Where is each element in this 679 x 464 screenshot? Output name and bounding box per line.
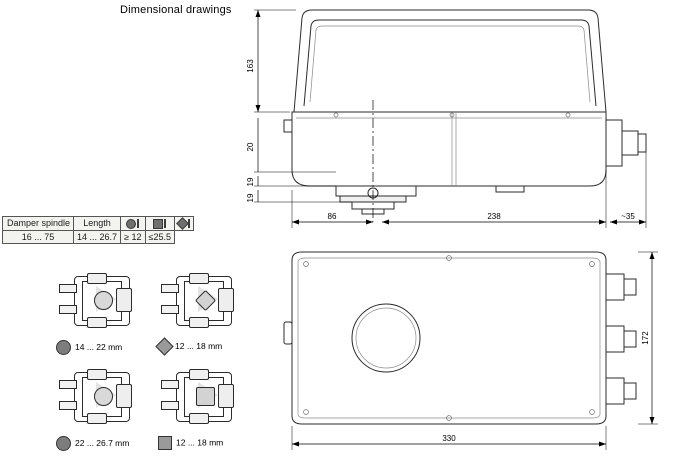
legend-round-14-22: [56, 340, 122, 355]
dim-side-height: 163: [246, 59, 255, 73]
cell-spindle-range: 16 ... 75: [3, 230, 74, 243]
top-view-drawing: [240, 248, 679, 462]
clamp-screw-bottom: [189, 413, 209, 424]
spindle-hole-round: [94, 291, 113, 310]
clamp-bolt-top: [161, 284, 179, 293]
clamp-figure-round-14-22: [56, 272, 148, 330]
clamp-screw-bottom: [189, 317, 209, 328]
legend-label: 12 ... 18 mm: [175, 340, 223, 351]
clamp-cap: [218, 288, 234, 312]
clamp-figure-round-22-26: [56, 368, 148, 426]
legend-square-12-18: [158, 436, 223, 450]
table-row: [3, 230, 194, 243]
clamp-screw-bottom: [87, 413, 107, 424]
table-header-circle: [121, 217, 145, 231]
clamp-cap: [218, 384, 234, 408]
legend-round-22-26: [56, 436, 129, 451]
clamp-figure-diamond-12-18: [158, 272, 250, 330]
clamp-bolt-top: [161, 380, 179, 389]
clamp-cap: [116, 288, 132, 312]
table-header-diamond: [174, 217, 193, 231]
cell-length-range: 14 ... 26.7: [74, 230, 121, 243]
circle-icon: [126, 219, 136, 229]
side-view-drawing: [240, 0, 679, 245]
spindle-hole-round: [94, 387, 113, 406]
clamp-screw-top: [189, 369, 209, 380]
clamp-bolt-bottom: [59, 305, 77, 314]
square-icon: [153, 219, 163, 229]
legend-diamond-12-18: [158, 340, 222, 353]
clamp-bolt-bottom: [59, 401, 77, 410]
square-icon: [158, 436, 172, 450]
diamond-icon: [176, 218, 189, 231]
dim-top-height: 172: [641, 331, 650, 345]
table-header-length: Length: [74, 217, 121, 231]
damper-spindle-table: [2, 216, 194, 244]
clamp-bolt-bottom: [161, 305, 179, 314]
legend-label: 12 ... 18 mm: [176, 437, 224, 448]
legend-label: 14 ... 22 mm: [75, 341, 123, 352]
circle-icon: [56, 436, 71, 451]
clamp-screw-top: [87, 369, 107, 380]
table-header-square: [145, 217, 174, 231]
dim-top-width: 330: [442, 434, 456, 443]
dim-side-sub3: 19: [246, 193, 255, 203]
dim-length-238: 238: [487, 212, 501, 221]
clamp-bolt-top: [59, 284, 77, 293]
dim-length-86: 86: [327, 212, 337, 221]
dim-side-sub1: 20: [246, 142, 255, 152]
cell-diamond-value: ≤25.5: [145, 230, 174, 243]
diamond-icon: [155, 337, 173, 355]
bar-icon: [137, 219, 139, 228]
clamp-cap: [116, 384, 132, 408]
table-header-row: [3, 217, 194, 231]
circle-icon: [56, 340, 71, 355]
bar-icon: [164, 219, 166, 228]
table-header-damper-spindle: Damper spindle: [3, 217, 74, 231]
clamp-screw-top: [189, 273, 209, 284]
page-title: Dimensional drawings: [120, 4, 232, 16]
spindle-hole-square: [196, 387, 215, 406]
clamp-figure-square-12-18: [158, 368, 250, 426]
clamp-bolt-bottom: [161, 401, 179, 410]
legend-label: 22 ... 26.7 mm: [75, 437, 130, 448]
dim-length-35: ~35: [621, 212, 635, 221]
clamp-screw-top: [87, 273, 107, 284]
clamp-bolt-top: [59, 380, 77, 389]
cell-circle-value: ≥ 12: [121, 230, 145, 243]
clamp-screw-bottom: [87, 317, 107, 328]
dim-side-sub2: 19: [246, 177, 255, 187]
